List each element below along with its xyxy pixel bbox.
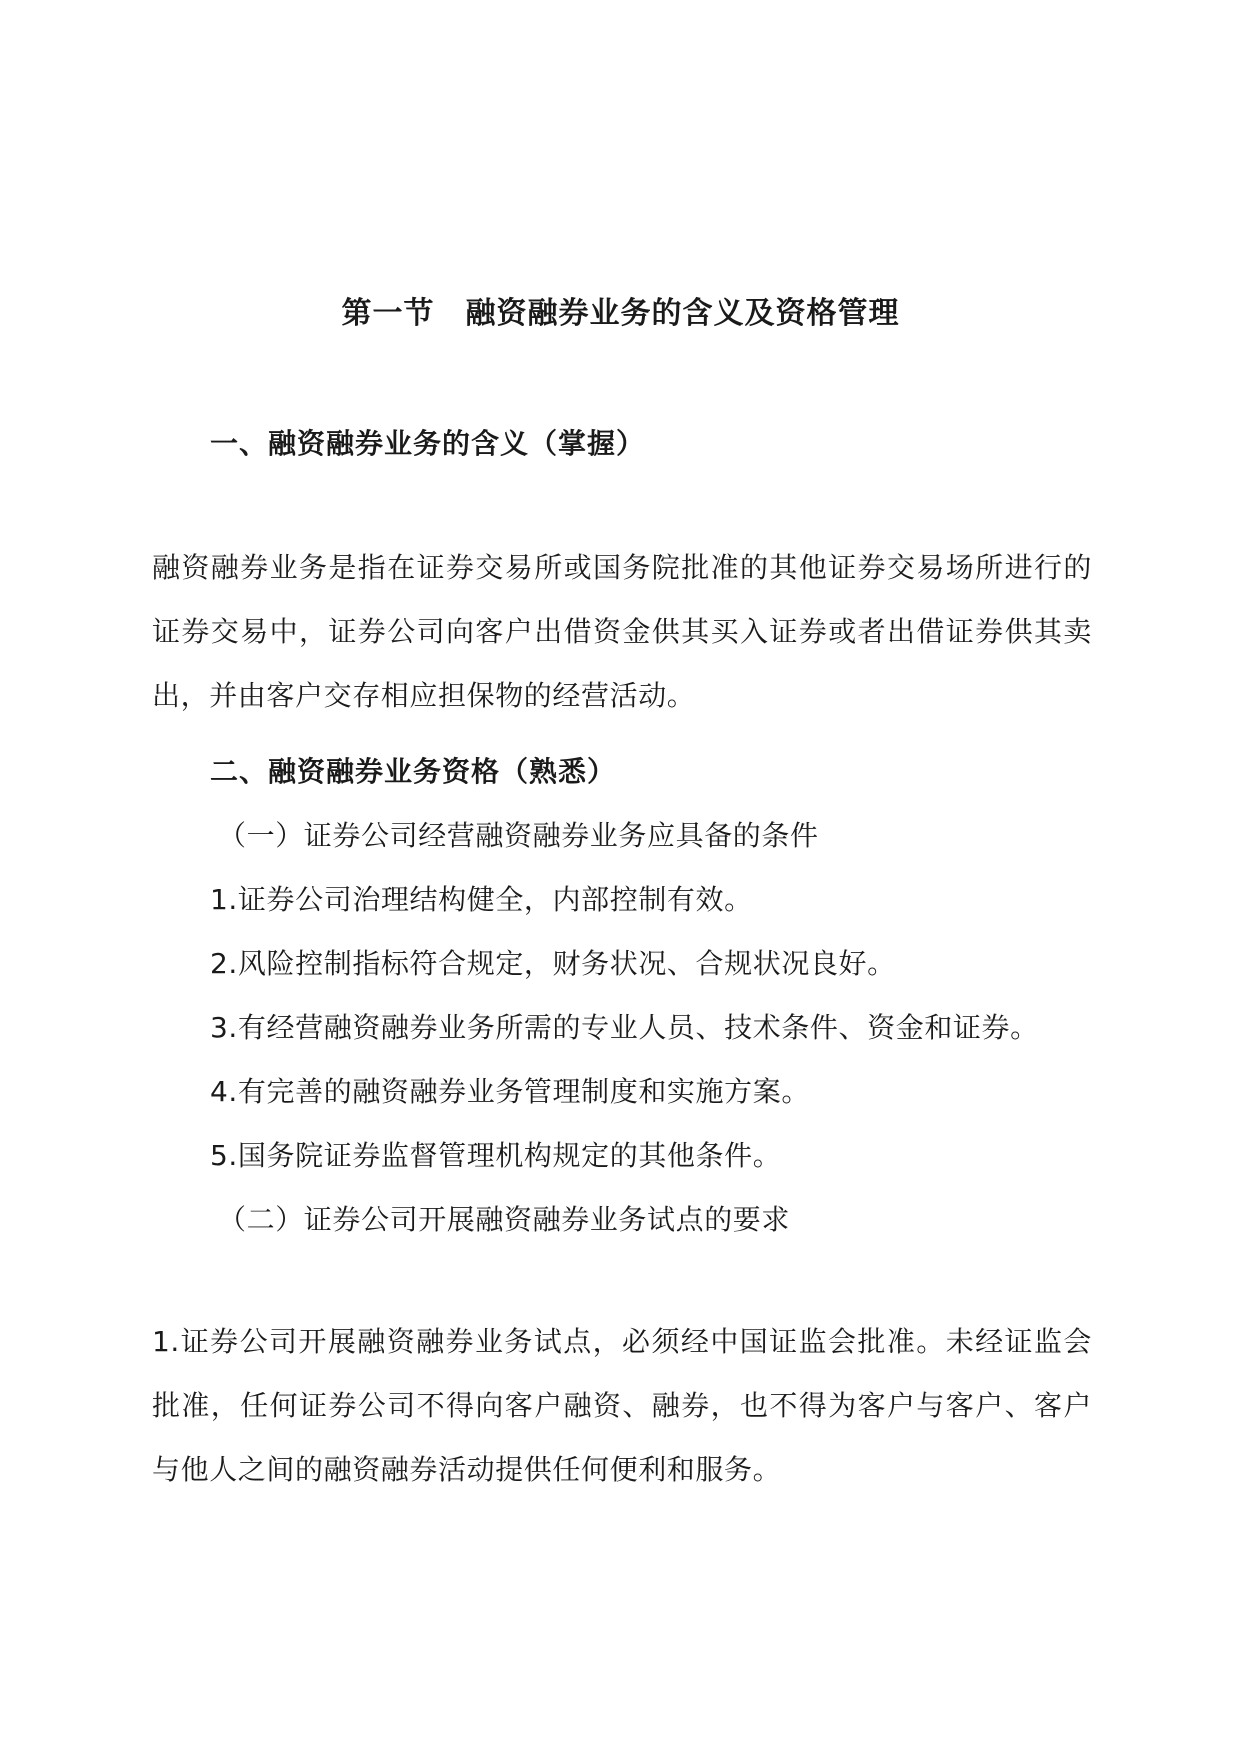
part1-heading: 一、融资融券业务的含义（掌握） [210,427,646,460]
part2-heading: 二、融资融券业务资格（熟悉） [210,755,617,788]
condition-item-2: 2.风险控制指标符合规定，财务状况、合规状况良好。 [210,947,896,980]
sub1-heading: （一）证券公司经营融资融券业务应具备的条件 [218,819,819,852]
sub2-heading: （二）证券公司开展融资融券业务试点的要求 [218,1203,791,1236]
condition-item-3: 3.有经营融资融券业务所需的专业人员、技术条件、资金和证券。 [210,1011,1039,1044]
sub2-paragraph: 1.证券公司开展融资融券业务试点，必须经中国证监会批准。未经证监会批准，任何证券公司不得向客户融资、融券，也不得为客户与客户、客户与他人之间的融资融券活动提供任何便利和服务。 [152,1325,1092,1486]
section-title: 第一节 融资融券业务的含义及资格管理 [341,296,900,331]
condition-item-5: 5.国务院证券监督管理机构规定的其他条件。 [210,1139,782,1172]
condition-item-4: 4.有完善的融资融券业务管理制度和实施方案。 [210,1075,810,1108]
part1-paragraph: 融资融券业务是指在证券交易所或国务院批准的其他证券交易场所进行的证券交易中，证券公司向客户出借资金供其买入证券或者出借证券供其卖出，并由客户交存相应担保物的经营活动。 [152,551,1092,712]
condition-item-1: 1.证券公司治理结构健全，内部控制有效。 [210,883,753,916]
